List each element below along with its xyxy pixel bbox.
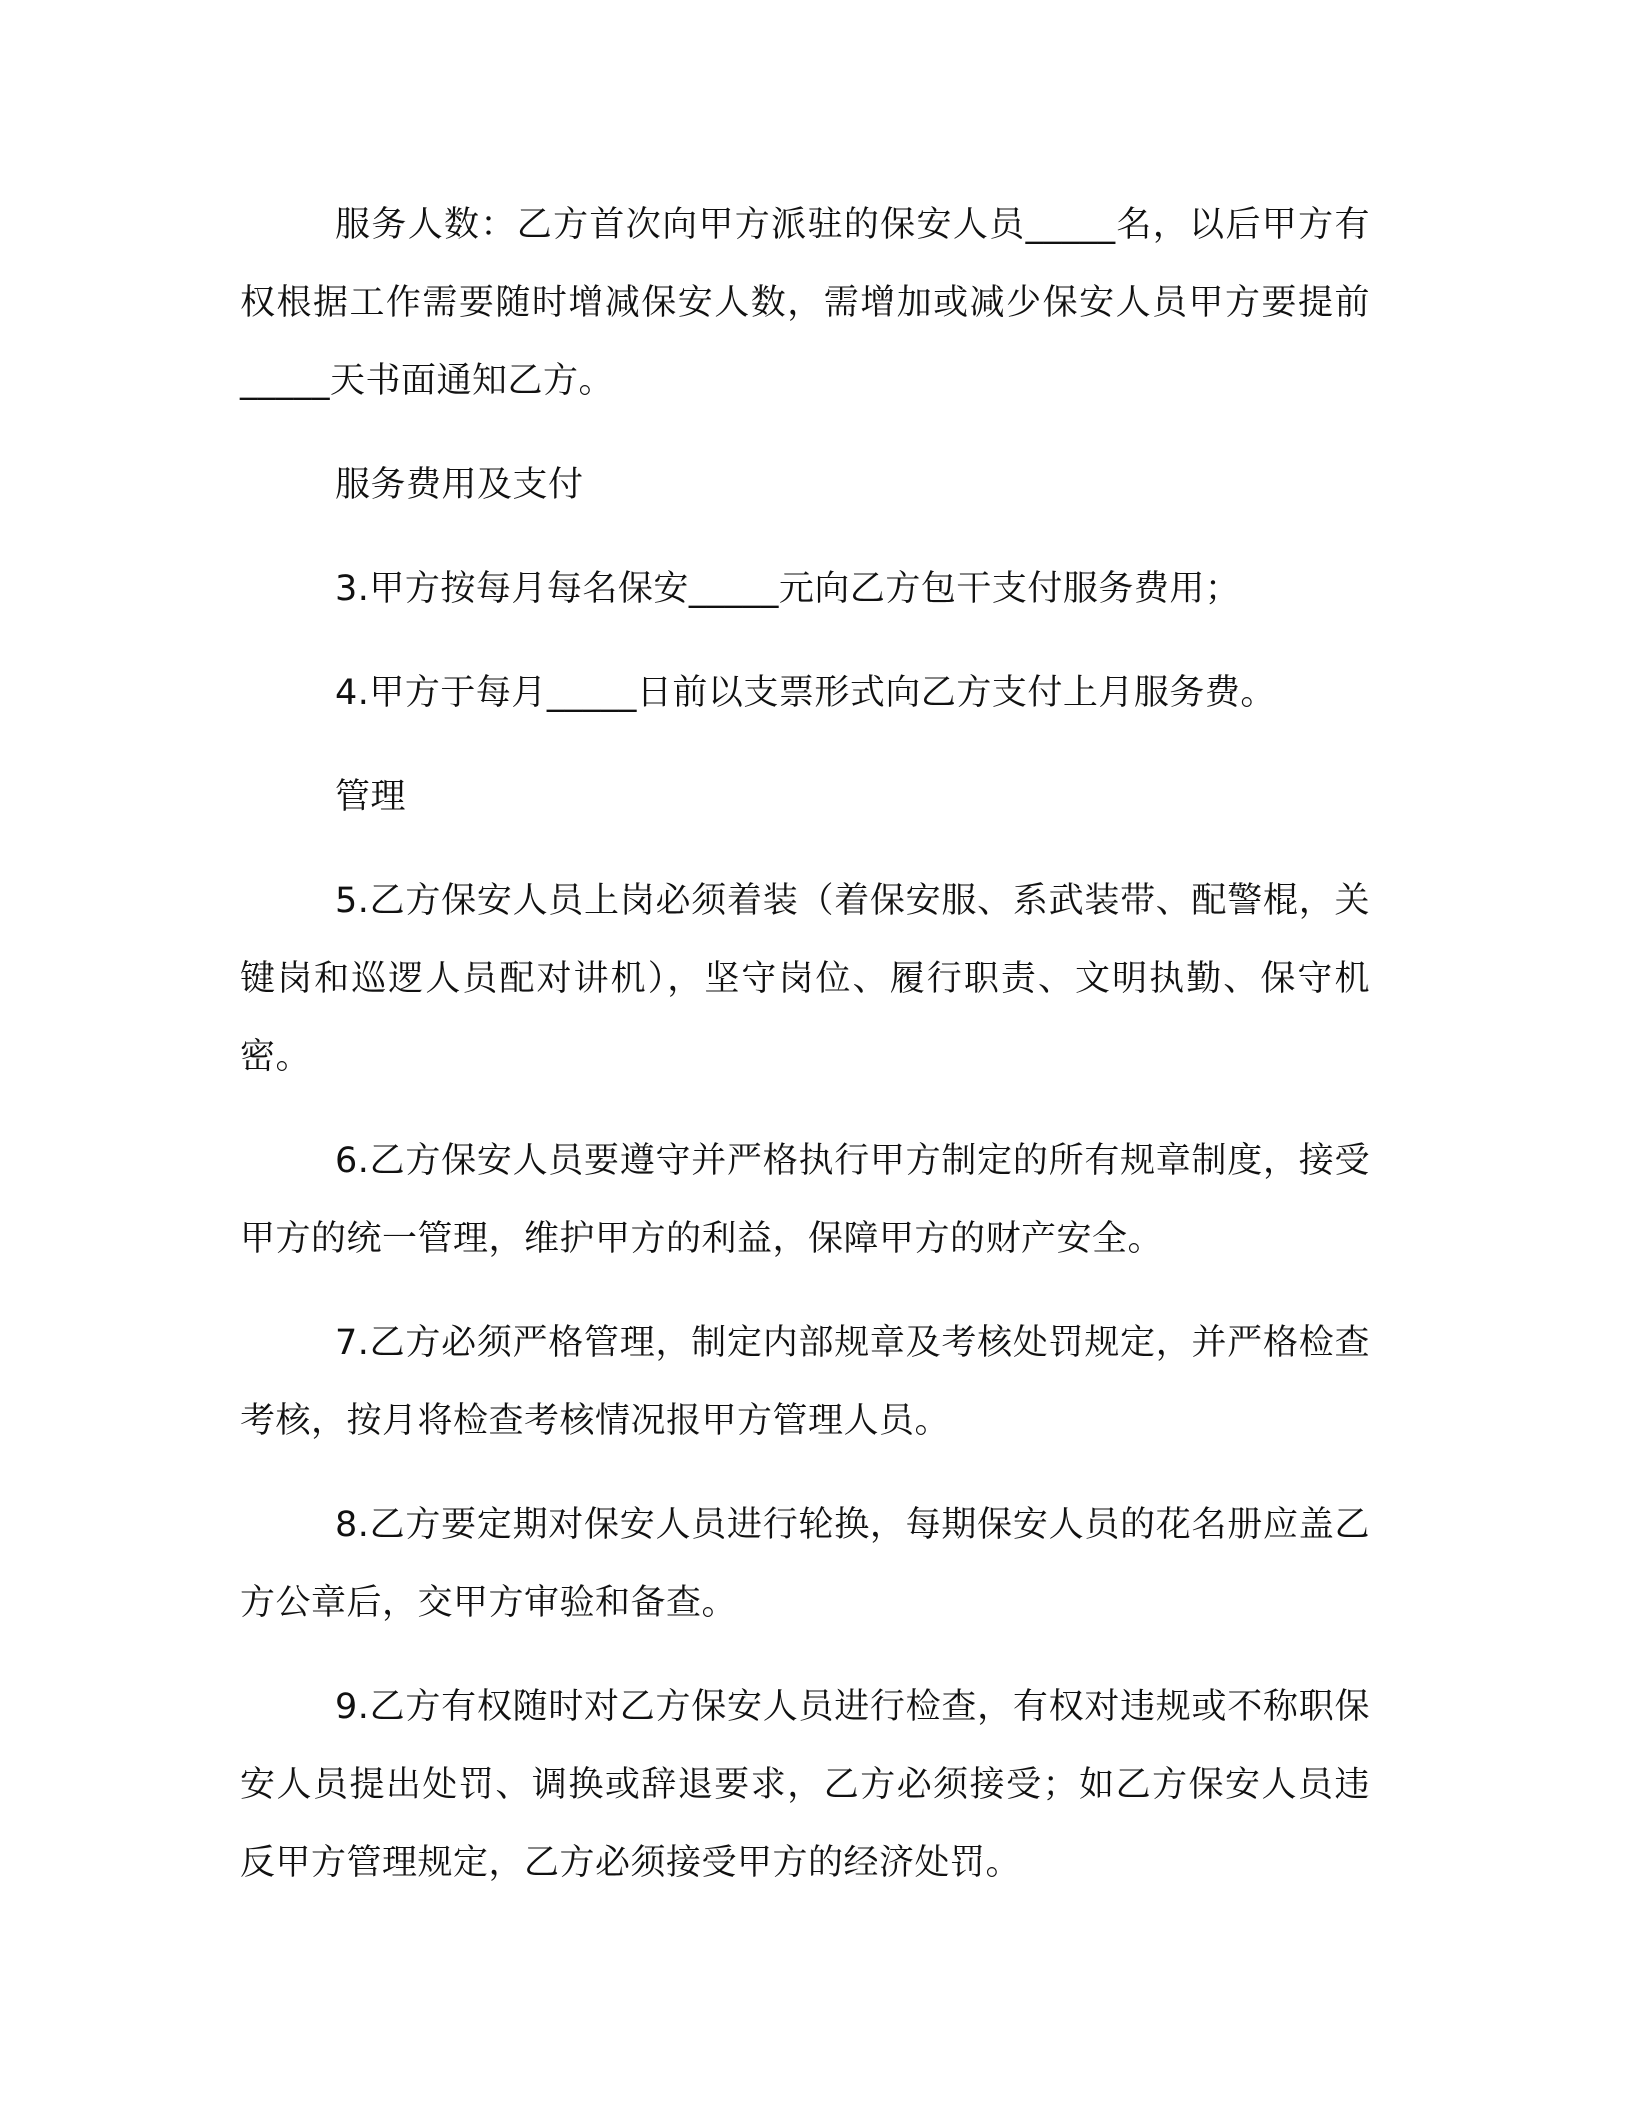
paragraph-clause-3: 3.甲方按每月每名保安_____元向乙方包干支付服务费用； bbox=[335, 569, 1241, 609]
document-body bbox=[240, 186, 1370, 1928]
section-heading-management: 管理 bbox=[335, 777, 407, 817]
paragraph-clause-4: 4.甲方于每月_____日前以支票形式向乙方支付上月服务费。 bbox=[335, 673, 1276, 713]
paragraph-clause-7: 7.乙方必须严格管理，制定内部规章及考核处罚规定，并严格检查考核，按月将检查考核情况报甲方管理人员。 bbox=[240, 1323, 1370, 1441]
paragraph-clause-9: 9.乙方有权随时对乙方保安人员进行检查，有权对违规或不称职保安人员提出处罚、调换或辞退要求，乙方必须接受；如乙方保安人员违反甲方管理规定，乙方必须接受甲方的经济处罚。 bbox=[240, 1687, 1370, 1883]
paragraph-clause-5: 5.乙方保安人员上岗必须着装（着保安服、系武装带、配警棍，关键岗和巡逻人员配对讲机），坚守岗位、履行职责、文明执勤、保守机密。 bbox=[240, 881, 1370, 1077]
paragraph-clause-6: 6.乙方保安人员要遵守并严格执行甲方制定的所有规章制度，接受甲方的统一管理，维护甲方的利益，保障甲方的财产安全。 bbox=[240, 1141, 1370, 1259]
section-heading-fees: 服务费用及支付 bbox=[335, 465, 584, 505]
paragraph-clause-8: 8.乙方要定期对保安人员进行轮换，每期保安人员的花名册应盖乙方公章后，交甲方审验和备查。 bbox=[240, 1505, 1370, 1623]
paragraph-service-headcount: 服务人数：乙方首次向甲方派驻的保安人员_____名，以后甲方有权根据工作需要随时增减保安人数，需增加或减少保安人员甲方要提前_____天书面通知乙方。 bbox=[240, 205, 1370, 401]
